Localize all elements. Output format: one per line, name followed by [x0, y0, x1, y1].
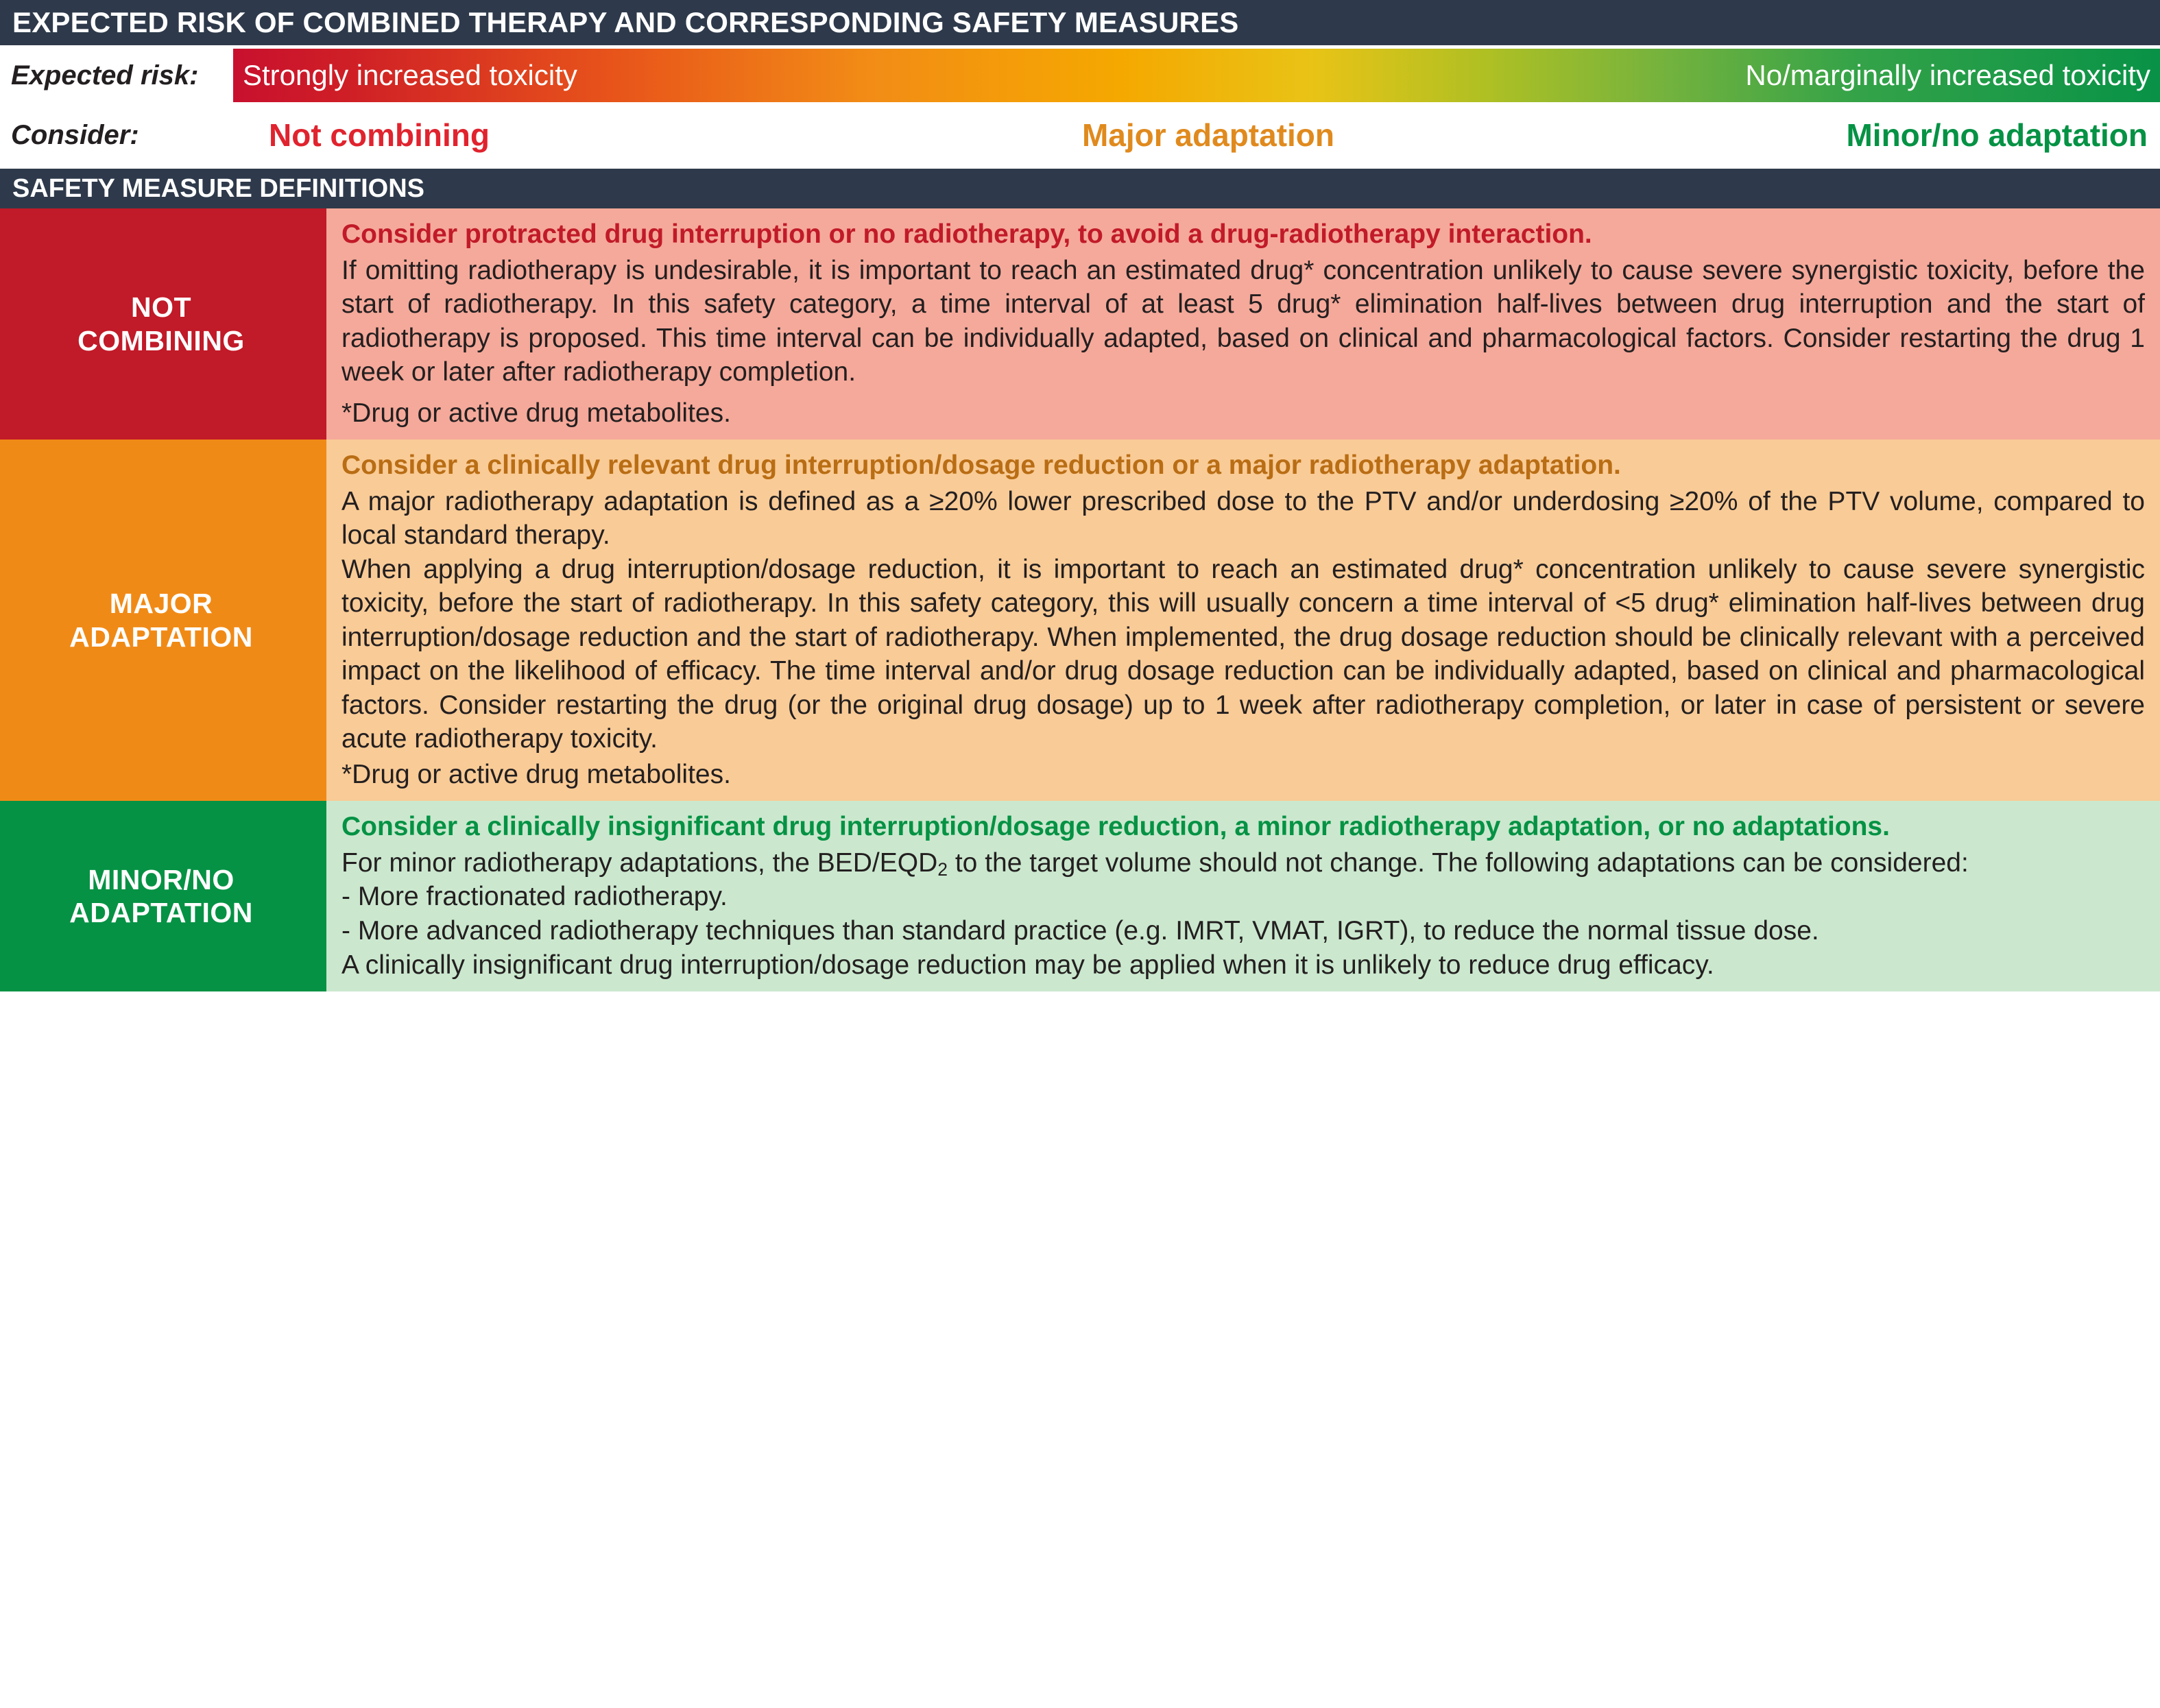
expected-risk-row: [0, 45, 2160, 106]
table-row: [0, 440, 2160, 801]
definition-paragraph: A clinically insignificant drug interruption/dosage reduction may be applied when it is unlikely to reduce drug efficacy.: [341, 950, 1714, 980]
definition-lead: Consider a clinically relevant drug interruption/dosage reduction or a major radiotherapy adaptation.: [341, 450, 1621, 481]
definition-lead: Consider protracted drug interruption or no radiotherapy, to avoid a drug-radiotherapy interaction.: [341, 219, 1592, 249]
definition-footnote: *Drug or active drug metabolites.: [341, 398, 731, 428]
category-label-line2: COMBINING: [77, 324, 245, 357]
table-row: [0, 208, 2160, 440]
consider-not-combining: Not combining: [269, 117, 490, 153]
risk-gradient-bar: [233, 49, 2160, 102]
table-row: [0, 801, 2160, 991]
consider-minor-adaptation: Minor/no adaptation: [1846, 117, 2148, 153]
category-label-line1: NOT: [130, 291, 192, 324]
consider-label: Consider:: [11, 119, 139, 150]
category-label: [77, 291, 245, 357]
definition-body-not-combining: [322, 208, 2160, 440]
category-label-line2: ADAPTATION: [69, 621, 253, 653]
consider-cells: [233, 106, 2160, 165]
definition-lead: Consider a clinically insignificant drug interruption/dosage reduction, a minor radiotherapy adaptation, or no adaptations.: [341, 812, 1890, 842]
category-label: [69, 587, 253, 653]
definition-paragraph: When applying a drug interruption/dosage reduction, it is important to reach an estimated drug* concentration unlikely to cause severe synergistic toxicity, before the start of radiotherapy. In this safety category, this will usually concern a time interval of <5 drug* elimination half-lives between drug interruption/dosage reduction and the start of radiotherapy. When implemented, the drug dosage reduction should be clinically relevant with a perceived impact on the likelihood of efficacy. The time interval and/or drug dosage reduction can be individually adapted, based on clinical and pharmacological factors. Consider restarting the drug (or the original drug dosage) up to 1 week after radiotherapy completion, or later in case of persistent or severe acute radiotherapy toxicity.: [341, 554, 2145, 754]
category-label-line2: ADAPTATION: [69, 897, 253, 929]
definition-paragraph: A major radiotherapy adaptation is defined as a ≥20% lower prescribed dose to the PTV and/or underdosing ≥20% of the PTV volume, compared to local standard therapy.: [341, 486, 2145, 551]
consider-row: [0, 106, 2160, 165]
consider-major-adaptation: Major adaptation: [1081, 117, 1334, 153]
category-cell-minor-no-adaptation: [0, 801, 322, 991]
definitions-banner: [0, 169, 2160, 208]
category-label: [69, 863, 253, 930]
main-banner-title: EXPECTED RISK OF COMBINED THERAPY AND CORRESPONDING SAFETY MEASURES: [12, 6, 1239, 38]
legend-block: [0, 45, 2160, 165]
definition-body-minor-no-adaptation: [322, 801, 2160, 991]
safety-measure-definitions-table: [0, 208, 2160, 991]
category-cell-not-combining: [0, 208, 322, 440]
definitions-banner-title: SAFETY MEASURE DEFINITIONS: [12, 174, 425, 203]
definition-footnote: *Drug or active drug metabolites.: [341, 759, 731, 789]
definition-paragraph: - More fractionated radiotherapy.: [341, 882, 728, 912]
category-cell-major-adaptation: [0, 440, 322, 801]
definition-paragraph: For minor radiotherapy adaptations, the BED/$EQD_2$ to the target volume should not change. The following adaptations can be considered:: [341, 847, 1969, 880]
definition-paragraph: If omitting radiotherapy is undesirable, it is important to reach an estimated drug* concentration unlikely to cause severe synergistic toxicity, before the start of radiotherapy. In this safety category, a time interval of at least 5 drug* elimination half-lives between drug interruption and the start of radiotherapy is proposed. This time interval can be individually adapted, based on clinical and pharmacological factors. Consider restarting the drug 1 week or later after radiotherapy completion.: [341, 255, 2145, 387]
main-banner: [0, 0, 2160, 45]
definition-paragraph: - More advanced radiotherapy techniques than standard practice (e.g. IMRT, VMAT, IGRT), to reduce the normal tissue dose.: [341, 915, 1819, 946]
definition-body-major-adaptation: [322, 440, 2160, 801]
risk-bar-left-label: Strongly increased toxicity: [243, 59, 577, 91]
category-label-line1: MAJOR: [109, 588, 213, 620]
category-label-line1: MINOR/NO: [88, 863, 235, 895]
expected-risk-label: Expected risk:: [11, 60, 199, 91]
risk-bar-right-label: No/marginally increased toxicity: [1745, 59, 2150, 91]
